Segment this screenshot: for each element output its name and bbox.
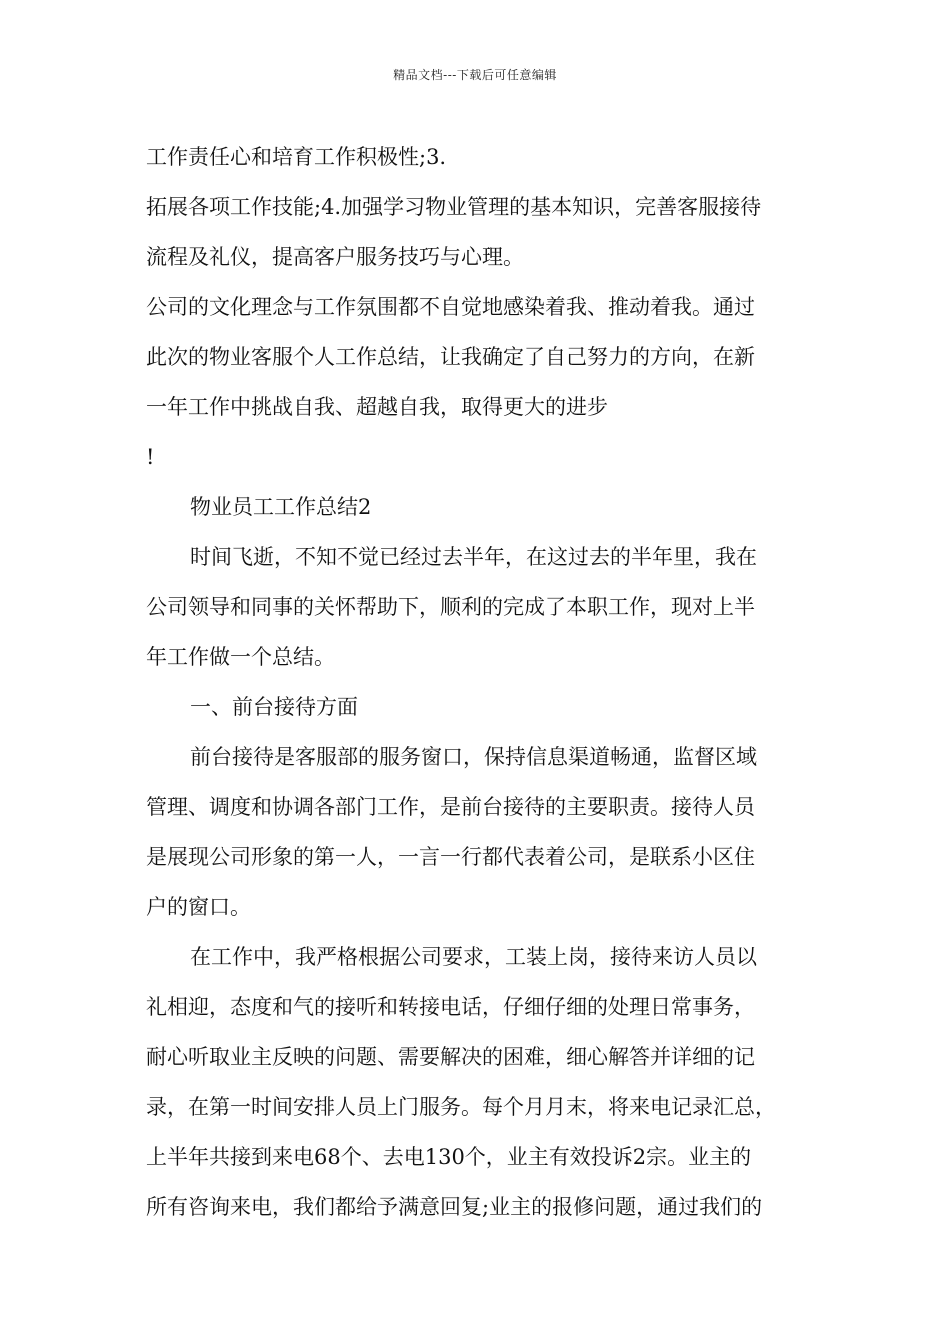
text-line: 流程及礼仪，提高客户服务技巧与心理。 — [146, 245, 524, 269]
text-line: 户的窗口。 — [146, 895, 251, 919]
text-line: 耐心听取业主反映的问题、需要解决的困难，细心解答并详细的记 — [146, 1045, 755, 1069]
text-line: 录，在第一时间安排人员上门服务。每个月月末，将来电记录汇总， — [146, 1095, 776, 1119]
text-line: 工作责任心和培育工作积极性;3. — [146, 145, 447, 169]
text-line: 此次的物业客服个人工作总结，让我确定了自己努力的方向，在新 — [146, 345, 755, 369]
page-header: 精品文档---下载后可任意编辑 — [393, 68, 557, 82]
text-line: ! — [146, 445, 155, 469]
text-line: 所有咨询来电，我们都给予满意回复;业主的报修问题，通过我们的 — [146, 1195, 763, 1219]
text-line: 一年工作中挑战自我、超越自我，取得更大的进步 — [146, 395, 608, 419]
section-title: 物业员工工作总结2 — [190, 495, 372, 519]
text-line: 是展现公司形象的第一人，一言一行都代表着公司，是联系小区住 — [146, 845, 755, 869]
text-line: 上半年共接到来电68个、去电130个，业主有效投诉2宗。业主的 — [146, 1145, 752, 1169]
text-line: 年工作做一个总结。 — [146, 645, 335, 669]
text-line: 礼相迎，态度和气的接听和转接电话，仔细仔细的处理日常事务， — [146, 995, 755, 1019]
text-line: 拓展各项工作技能;4.加强学习物业管理的基本知识，完善客服接待 — [146, 195, 762, 219]
text-line: 前台接待是客服部的服务窗口，保持信息渠道畅通，监督区域 — [190, 745, 757, 769]
text-line: 公司领导和同事的关怀帮助下，顺利的完成了本职工作，现对上半 — [146, 595, 755, 619]
section-heading: 一、前台接待方面 — [190, 695, 358, 719]
text-line: 在工作中，我严格根据公司要求，工装上岗，接待来访人员以 — [190, 945, 757, 969]
document-body — [146, 132, 826, 1232]
text-line: 公司的文化理念与工作氛围都不自觉地感染着我、推动着我。通过 — [146, 295, 755, 319]
text-line: 管理、调度和协调各部门工作，是前台接待的主要职责。接待人员 — [146, 795, 755, 819]
text-line: 时间飞逝，不知不觉已经过去半年，在这过去的半年里，我在 — [190, 545, 757, 569]
